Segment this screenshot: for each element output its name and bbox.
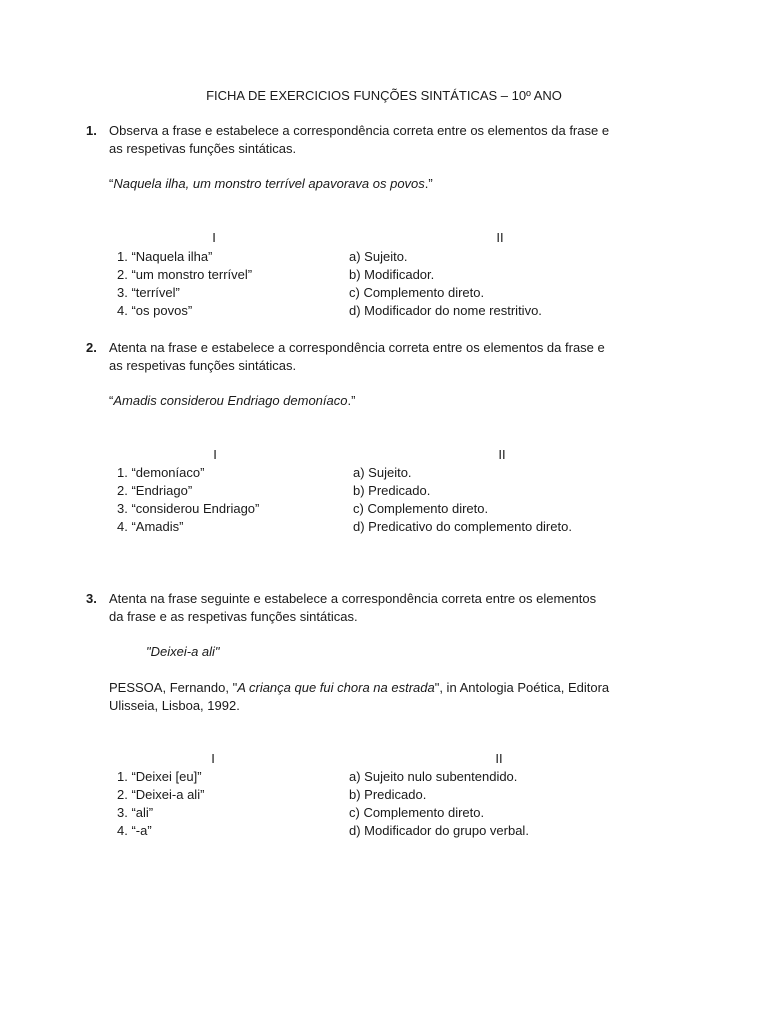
q3-quote: "Deixei-a ali"	[146, 644, 220, 659]
q1-right-item-b: b) Modificador.	[349, 267, 435, 282]
q2-right-item-d: d) Predicativo do complemento direto.	[353, 519, 572, 534]
q2-col2-header: II	[498, 447, 506, 462]
q1-left-item-3: 3. “terrível”	[117, 285, 180, 300]
q3-left-item-4: 4. “-a”	[117, 823, 152, 838]
q2-quote-text: Amadis considerou Endriago demoníaco	[113, 393, 348, 408]
q1-col2-header: II	[496, 230, 504, 245]
q3-right-item-b: b) Predicado.	[349, 787, 427, 802]
q3-text-line2: da frase e as respetivas funções sintáticas.	[109, 609, 358, 624]
q2-quote	[109, 392, 355, 410]
q1-number: 1.	[86, 123, 97, 138]
q1-right-item-d: d) Modificador do nome restritivo.	[349, 303, 542, 318]
q2-text-line2: as respetivas funções sintáticas.	[109, 358, 297, 373]
q2-left-item-1: 1. “demoníaco”	[117, 465, 205, 480]
q1-right-item-a: a) Sujeito.	[349, 249, 408, 264]
q3-col2-header: II	[495, 751, 503, 766]
q2-right-item-a: a) Sujeito.	[353, 465, 412, 480]
q3-source-title: A criança que fui chora na estrada	[237, 680, 435, 695]
q3-right-item-d: d) Modificador do grupo verbal.	[349, 823, 529, 838]
q1-text-line2: as respetivas funções sintáticas.	[109, 141, 297, 156]
q1-left-item-2: 2. “um monstro terrível”	[117, 267, 253, 282]
worksheet-title: FICHA DE EXERCICIOS FUNÇÕES SINTÁTICAS – 10º ANO	[206, 88, 562, 103]
q3-left-item-1: 1. “Deixei [eu]”	[117, 769, 202, 784]
q3-source-line1	[109, 679, 609, 697]
q2-quote-open: “	[109, 393, 114, 408]
q1-left-item-4: 4. “os povos”	[117, 303, 193, 318]
q3-source-suffix: ", in Antologia Poética, Editora	[434, 680, 610, 695]
q1-right-item-c: c) Complemento direto.	[349, 285, 485, 300]
q1-quote-close: .”	[424, 176, 433, 191]
q2-left-item-3: 3. “considerou Endriago”	[117, 501, 260, 516]
q2-text-line1: Atenta na frase e estabelece a correspondência correta entre os elementos da frase e	[109, 340, 605, 355]
q2-col1-header: I	[213, 447, 217, 462]
q2-quote-close: .”	[347, 393, 356, 408]
q3-left-item-2: 2. “Deixei-a ali”	[117, 787, 205, 802]
q3-source-prefix: PESSOA, Fernando, "	[109, 680, 238, 695]
q3-number: 3.	[86, 591, 97, 606]
q3-right-item-c: c) Complemento direto.	[349, 805, 485, 820]
q3-left-item-3: 3. “ali”	[117, 805, 154, 820]
q2-right-item-c: c) Complemento direto.	[353, 501, 489, 516]
q1-quote-text: Naquela ilha, um monstro terrível apavorava os povos	[113, 176, 425, 191]
q2-left-item-4: 4. “Amadis”	[117, 519, 184, 534]
q2-right-item-b: b) Predicado.	[353, 483, 431, 498]
q1-quote-open: “	[109, 176, 114, 191]
q1-quote	[109, 175, 433, 193]
q1-left-item-1: 1. “Naquela ilha”	[117, 249, 213, 264]
q3-text-line1: Atenta na frase seguinte e estabelece a correspondência correta entre os elementos	[109, 591, 597, 606]
q3-col1-header: I	[211, 751, 215, 766]
q1-col1-header: I	[212, 230, 216, 245]
q1-text-line1: Observa a frase e estabelece a correspondência correta entre os elementos da frase e	[109, 123, 610, 138]
q2-number: 2.	[86, 340, 97, 355]
q2-left-item-2: 2. “Endriago”	[117, 483, 193, 498]
q3-right-item-a: a) Sujeito nulo subentendido.	[349, 769, 518, 784]
q3-source-line2: Ulisseia, Lisboa, 1992.	[109, 698, 240, 713]
